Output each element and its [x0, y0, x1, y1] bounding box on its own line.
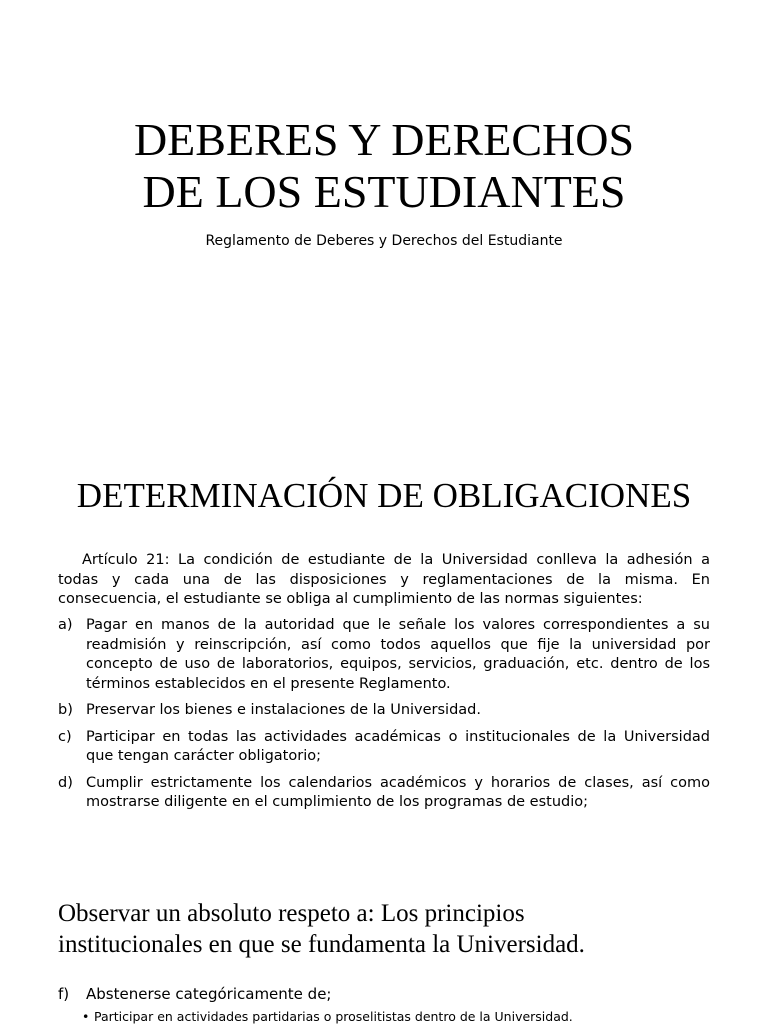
list-item-line: Pagar en manos de la autoridad que le señale los valores correspondientes a su	[86, 617, 710, 633]
observe-heading-line-2: institucionales en que se fundamenta la Universidad.	[58, 931, 585, 958]
bullet-icon: •	[82, 1009, 90, 1024]
list-item-line: términos establecidos en el presente Reglamento.	[86, 675, 451, 692]
article-line: consecuencia, el estudiante se obliga al cumplimiento de las normas siguientes:	[58, 591, 643, 607]
list-item-line: Cumplir estrictamente los calendarios académicos y horarios de clases, así como	[86, 774, 710, 791]
list-item-line: concepto de uso de laboratorios, equipos, servicios, graduación, etc. dentro de los	[86, 656, 710, 672]
article-paragraph	[58, 551, 710, 610]
abstain-item-marker: f)	[58, 985, 70, 1003]
list-item	[58, 616, 710, 694]
page-title	[0, 114, 768, 218]
list-item-line: Preservar los bienes e instalaciones de la Universidad.	[86, 702, 481, 718]
list-item-line: readmisión y reinscripción, así como todos aquellos que fije la universidad por	[86, 636, 710, 653]
list-item-marker: d)	[58, 774, 73, 791]
list-item-line: Participar en todas las actividades académicas o institucionales de la Universidad	[86, 728, 710, 745]
list-item	[58, 774, 710, 813]
list-item-line: que tengan carácter obligatorio;	[86, 748, 321, 764]
page-title-line-2: DE LOS ESTUDIANTES	[142, 166, 626, 217]
section-heading: DETERMINACIÓN DE OBLIGACIONES	[76, 476, 692, 515]
list-item-text	[86, 728, 710, 767]
list-item-marker: a)	[58, 617, 73, 633]
obligations-list	[58, 616, 710, 820]
list-item-marker: b)	[58, 702, 73, 718]
list-item-text	[86, 774, 710, 813]
list-item-marker: c)	[58, 728, 72, 745]
abstain-item-text: Abstenerse categóricamente de;	[86, 985, 332, 1003]
page-subtitle: Reglamento de Deberes y Derechos del Estudiante	[205, 233, 563, 249]
observe-heading-line-1: Observar un absoluto respeto a: Los principios	[58, 900, 525, 927]
list-item	[58, 728, 710, 767]
article-line: Artículo 21: La condición de estudiante de la Universidad conlleva la adhesión a	[82, 552, 710, 568]
bullet-item	[82, 1008, 573, 1024]
bullet-item-text: Participar en actividades partidarias o proselitistas dentro de la Universidad.	[94, 1009, 573, 1024]
observe-heading	[58, 898, 738, 960]
list-item-text	[86, 616, 710, 694]
list-item	[58, 701, 710, 721]
abstain-item	[58, 984, 331, 1004]
page-title-line-1: DEBERES Y DERECHOS	[133, 114, 635, 165]
list-item-line: mostrarse diligente en el cumplimiento de los programas de estudio;	[86, 794, 589, 810]
list-item-text	[86, 701, 710, 721]
article-line: todas y cada una de las disposiciones y reglamentaciones de la misma. En	[58, 571, 710, 588]
